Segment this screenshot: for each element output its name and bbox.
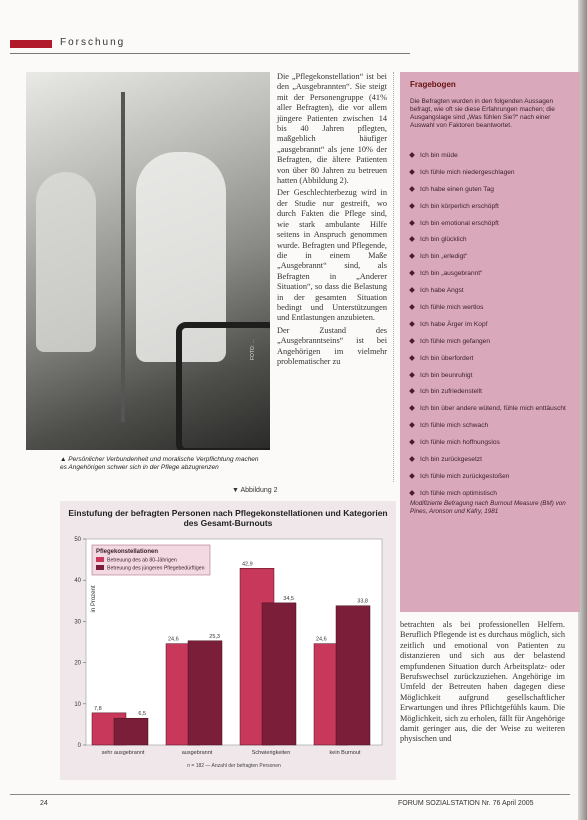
chart-title: Einstufung der befragten Personen nach Pflegekonstellationen und Kategorien des Gesamt-Burnouts — [68, 508, 388, 528]
sidebar-list-item: Ich bin „erledigt“ — [410, 253, 570, 261]
bar-value-label: 24,6 — [316, 636, 327, 643]
sidebar-list-item: Ich bin beunruhigt — [410, 372, 570, 380]
sidebar-intro: Die Befragten wurden in den folgenden Aussagen befragt, wie oft sie diese Erfahrungen machen; die Ausgangslage sind „Was fühlen Sie?“ nach einer Auswahl von Faktoren beantwortet. — [410, 98, 555, 129]
x-tick-label: Schwierigkeiten — [251, 750, 291, 756]
sidebar-list-item: Ich fühle mich optimistisch — [410, 490, 570, 498]
bar-value-label: 34,5 — [283, 595, 294, 602]
x-tick-label: kein Burnout — [329, 750, 361, 756]
bar-value-label: 33,8 — [357, 598, 368, 605]
sidebar-list-item: Ich habe Angst — [410, 287, 570, 295]
sidebar-list-item: Ich bin über andere wütend, fühle mich enttäuscht — [410, 405, 570, 413]
article-paragraph: Der Geschlechterbezug wird in der Studie nur gestreift, wo durch Fakten die Pflege sind, wie stark ambulante Hilfe seitens in Anspruch genommen wurde. Befragten und Pflegende, die in einem Maße „Ausgebrannt“ sind, als Befragten in „Anderer Situation“, so dass die Belastung in der gesamten Situation bedingt und Unterstützungen und Entlastungen anzubieten. — [277, 188, 387, 323]
sidebar-list-item: Ich habe einen guten Tag — [410, 186, 570, 194]
sidebar-list-item: Ich bin müde — [410, 152, 570, 160]
sidebar-list-item: Ich bin glücklich — [410, 236, 570, 244]
section-title: Forschung — [60, 37, 126, 48]
sidebar-list-item: Ich fühle mich zurückgestoßen — [410, 473, 570, 481]
bar-value-label: 25,3 — [209, 633, 220, 640]
bar-value-label: 42,9 — [242, 561, 253, 568]
sidebar-list-item: Ich bin „ausgebrannt“ — [410, 270, 570, 278]
legend-swatch — [96, 565, 104, 570]
header-rule — [10, 53, 410, 54]
column-divider — [393, 72, 398, 482]
bar-younger — [262, 603, 296, 745]
y-tick-label: 20 — [74, 660, 81, 667]
sidebar-list-item: Ich fühle mich wertlos — [410, 304, 570, 312]
bar-younger — [114, 718, 148, 745]
photo-credit: FOTO: ... — [250, 339, 256, 360]
article-paragraph: Die „Pflegekonstellation“ ist bei den „Ausgebrannten“. Sie steigt mit der Personengruppe (41% aller Befragten), die vor allem jüngere Patienten zwischen 14 bis 40 Jahren pflegten, maßgeblich häufiger „ausgebrannt“ als jene 10% der Befragten, die ältere Patienten von über 80 Jahren zu betreuen hatten (Abbildung 2). — [277, 72, 387, 186]
footer-rule — [10, 794, 570, 795]
sidebar-list-item: Ich fühle mich schwach — [410, 422, 570, 430]
x-tick-label: ausgebrannt — [181, 750, 213, 756]
sidebar-list-item: Ich fühle mich gefangen — [410, 338, 570, 346]
bar-value-label: 7,8 — [94, 705, 102, 712]
y-tick-label: 40 — [74, 578, 81, 585]
legend-swatch — [96, 557, 104, 562]
sidebar-list-item: Ich bin körperlich erschöpft — [410, 203, 570, 211]
article-column-left — [277, 72, 387, 369]
article-paragraph: Der Zustand des „Ausgebranntseins“ ist bei Angehörigen im vielmehr problematischer zu — [277, 325, 387, 366]
y-tick-label: 0 — [77, 743, 81, 749]
article-column-right: betrachten als bei professionellen Helfern. Beruflich Pflegende ist es durchaus möglich, sich zeitlich und emotional von Patienten zu distanzieren und sich aus der belastend empfundenen Situation durch Arbeitsplatz- oder Berufswechsel zurückzuziehen. Angehörige im Umfeld der Betreuten haben dagegen diese Möglichkeit aufgrund gesellschaftlicher Erwartungen und ihres Pflichtgefühls kaum. Die Möglichkeit, sich zu erholen, fällt für Angehörige damit geringer aus, die der Weise zu weiteren physischen und — [400, 620, 565, 744]
page-number: 24 — [40, 800, 48, 807]
y-axis-label: in Prozent — [91, 585, 97, 613]
bar-value-label: 6,5 — [138, 711, 146, 718]
bar-younger — [188, 641, 222, 745]
bar-value-label: 24,6 — [168, 636, 179, 643]
photo-patient-figure — [36, 172, 96, 352]
y-tick-label: 10 — [74, 701, 81, 708]
article-photo — [26, 72, 270, 450]
chart-note: n = 182 — Anzahl der befragten Personen — [187, 763, 281, 769]
figure-reference: ▼ Abbildung 2 — [232, 487, 278, 494]
bar-younger — [336, 606, 370, 745]
sidebar-source: Modifizierte Befragung nach Burnout Measure (BM) von Pines, Aronson und Kafry, 1981 — [410, 500, 566, 515]
bar-chart — [60, 501, 396, 780]
sidebar-list-item: Ich bin überfordert — [410, 355, 570, 363]
sidebar-list-item: Ich bin emotional erschöpft — [410, 220, 570, 228]
y-tick-label: 30 — [74, 619, 81, 626]
sidebar-list-item: Ich bin zufriedenstellt — [410, 388, 570, 396]
sidebar-list-item: Ich fühle mich hoffnungslos — [410, 439, 570, 447]
legend-entry: Betreuung des ab 80-Jährigen — [107, 557, 177, 564]
photo-iv-pole — [121, 92, 125, 422]
sidebar-title: Fragebogen — [410, 80, 456, 89]
sidebar-list-item: Ich habe Ärger im Kopf — [410, 321, 570, 329]
y-tick-label: 50 — [74, 537, 81, 543]
publication-info: FORUM SOZIALSTATION Nr. 76 April 2005 — [398, 800, 534, 807]
x-tick-label: sehr ausgebrannt — [101, 750, 145, 756]
legend-title: Pflegekonstellationen — [96, 549, 159, 555]
sidebar-list — [410, 152, 570, 507]
photo-caption: ▲ Persönlicher Verbundenheit und moralische Verpflichtung machen es Angehörigen schwer sich in der Pflege abzugrenzen — [60, 456, 259, 471]
legend-entry: Betreuung des jüngeren Pflegebedürftigen — [107, 565, 205, 572]
sidebar-list-item: Ich fühle mich niedergeschlagen — [410, 169, 570, 177]
sidebar-list-item: Ich bin zurückgesetzt — [410, 456, 570, 464]
section-marker — [10, 40, 52, 48]
